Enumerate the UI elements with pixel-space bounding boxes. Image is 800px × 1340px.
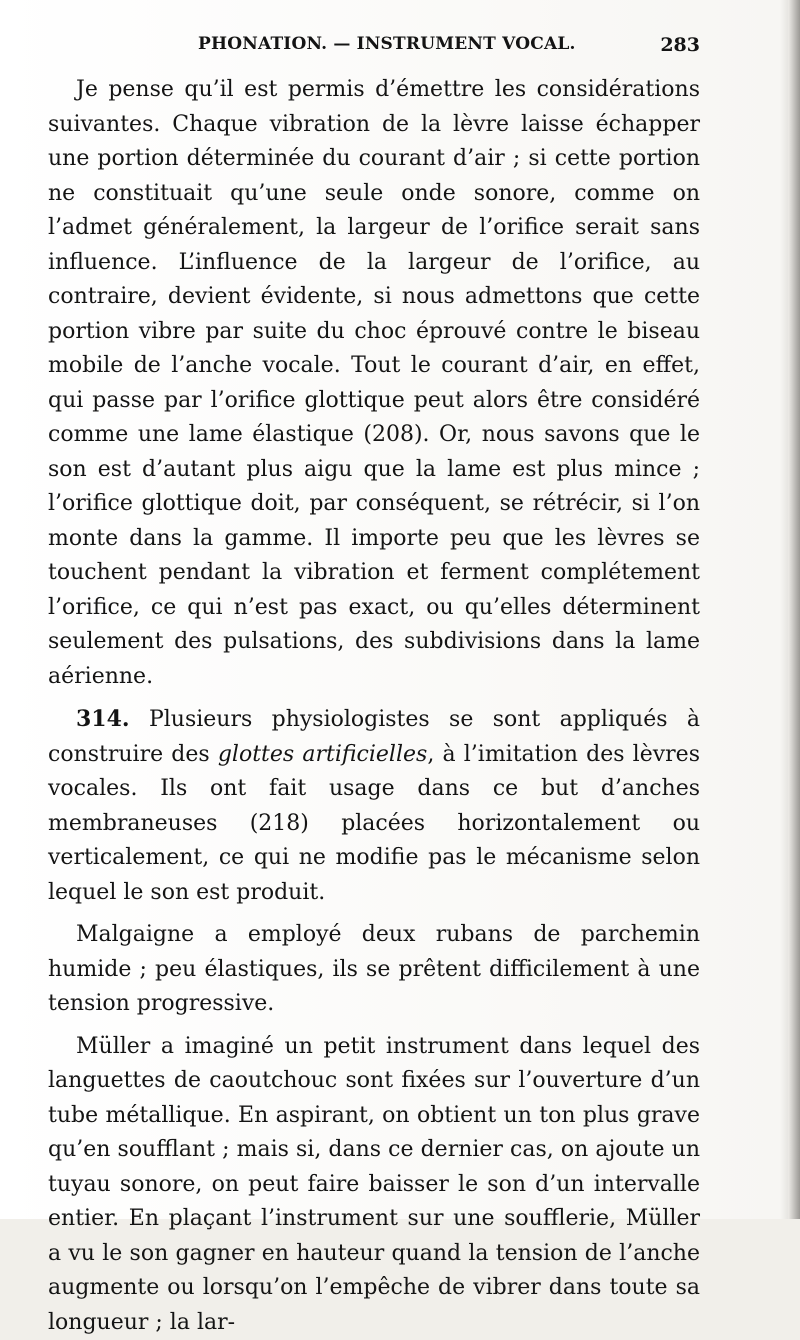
paragraph-2-text-before: Plusieurs physiologistes se sont appliqués à construire des [48, 707, 700, 767]
paragraph-3: Malgaigne a employé deux rubans de parchemin humide ; peu élastiques, ils se prêtent difficilement à une tension progressive. [48, 918, 700, 1022]
paragraph-1: Je pense qu’il est permis d’émettre les considérations suivantes. Chaque vibration de la lèvre laisse échapper une portion déterminée du courant d’air ; si cette portion ne constituait qu’une seule onde sonore, comme on l’admet généralement, la largeur de l’orifice serait sans influence. L’influence de la largeur de l’orifice, au contraire, devient évidente, si nous admettons que cette portion vibre par suite du choc éprouvé contre le biseau mobile de l’anche vocale. Tout le courant d’air, en effet, qui passe par l’orifice glottique peut alors être considéré comme une lame élastique (208). Or, nous savons que le son est d’autant plus aigu que la lame est plus mince ; l’orifice glottique doit, par conséquent, se rétrécir, si l’on monte dans la gamme. Il importe peu que les lèvres se touchent pendant la vibration et ferment complétement l’orifice, ce qui n’est pas exact, ou qu’elles déterminent seulement des pulsations, des subdivisions dans la lame aérienne. [48, 73, 700, 694]
paragraph-4: Müller a imaginé un petit instrument dans lequel des languettes de caoutchouc sont fixées sur l’ouverture d’un tube métallique. En aspirant, on obtient un ton plus grave qu’en soufflant ; mais si, dans ce dernier cas, on ajoute un tuyau sonore, on peut faire baisser le son d’un intervalle entier. En plaçant l’instrument sur une soufflerie, Müller a vu le son gagner en hauteur quand la tension de l’anche augmente ou lorsqu’on l’empêche de vibrer dans toute sa longueur ; la lar- [48, 1030, 700, 1340]
page-header [48, 34, 700, 68]
paragraph-2-text-after: , à l’imitation des lèvres vocales. Ils ont fait usage dans ce but d’anches membraneuses (218) placées horizontalement ou verticalement, ce qui ne modifie pas le mécanisme selon lequel le son est produit. [48, 742, 700, 905]
italic-term: glottes artificielles [218, 742, 427, 767]
body-text [48, 73, 700, 1340]
paragraph-2 [48, 702, 700, 910]
page-edge-shadow [788, 0, 800, 1219]
section-number: 314. [76, 706, 130, 732]
page-number: 283 [660, 34, 700, 56]
running-title: PHONATION. — INSTRUMENT VOCAL. [198, 34, 576, 54]
